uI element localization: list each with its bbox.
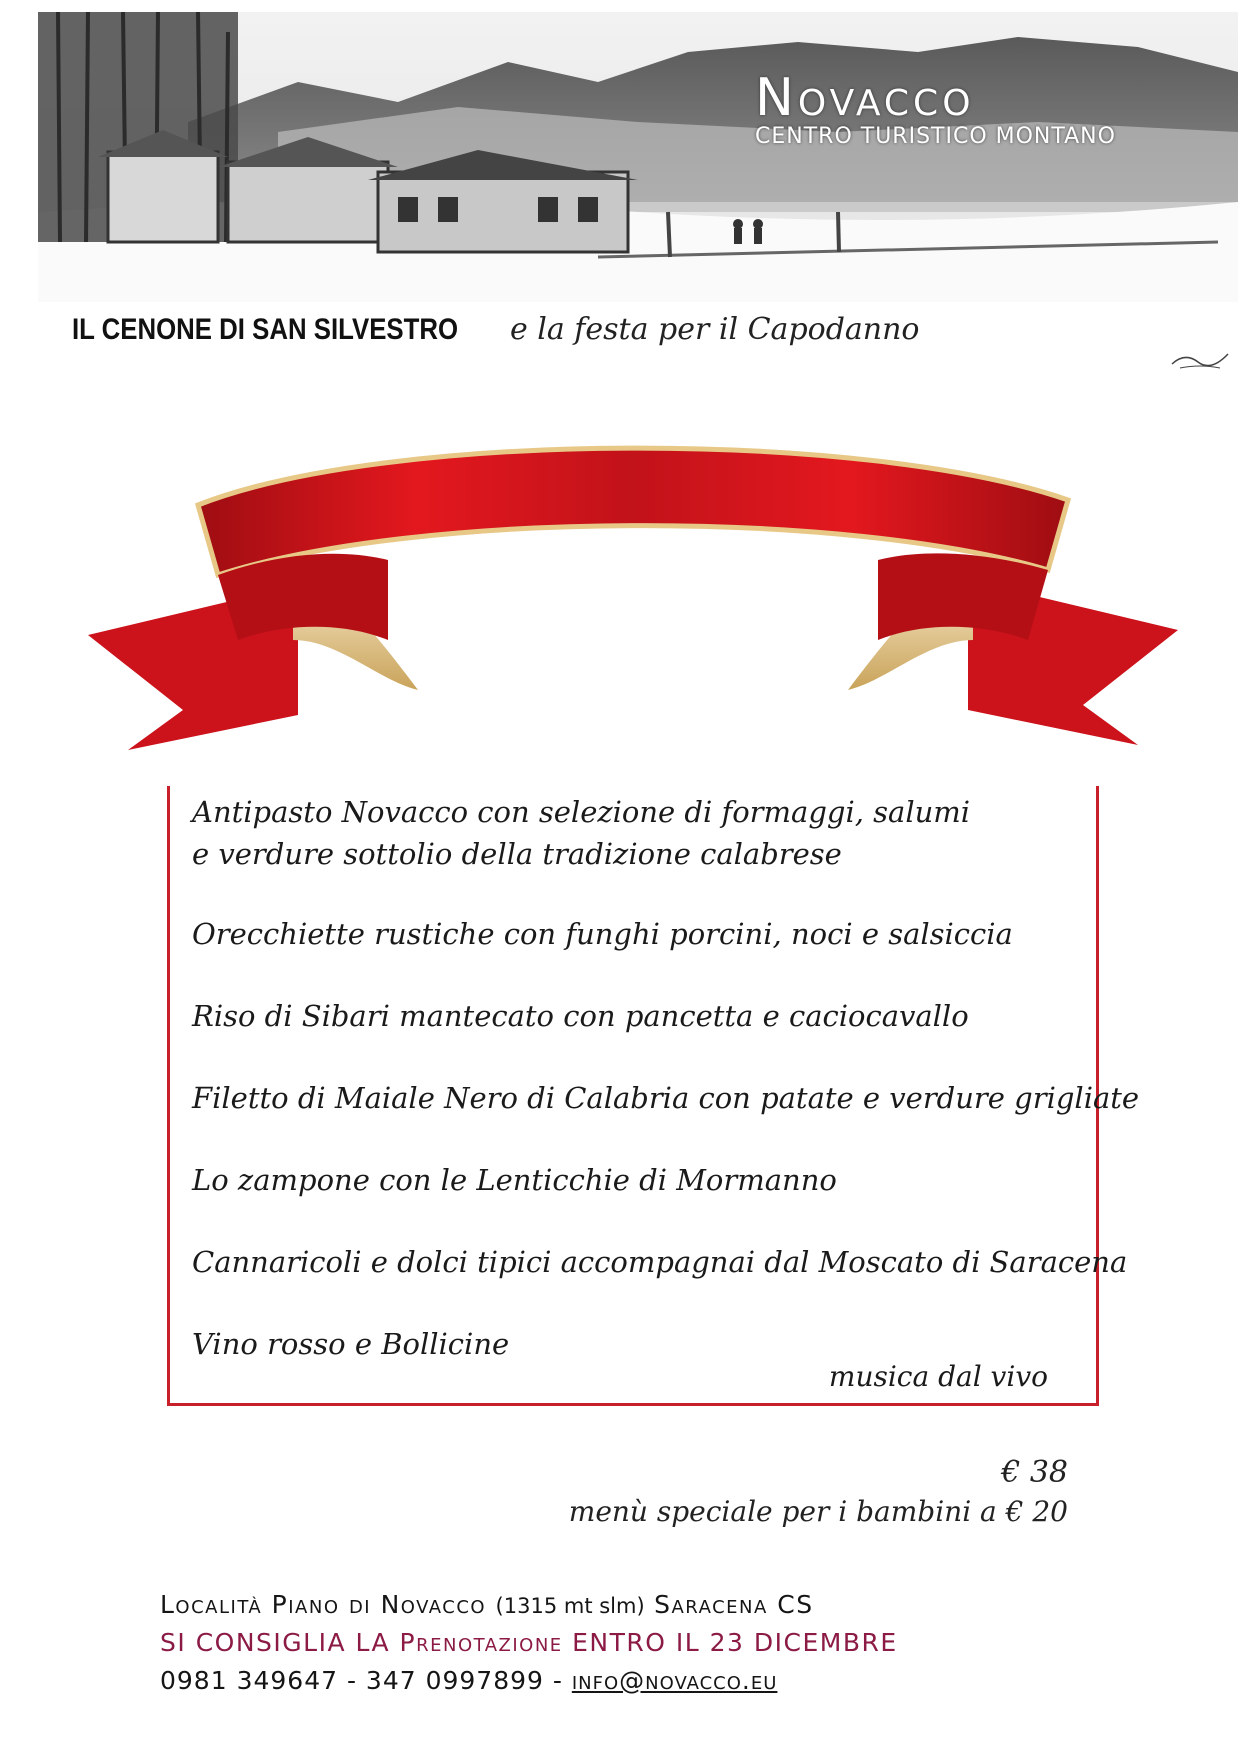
altitude: (1315 mt slm) xyxy=(495,1594,645,1618)
menu-item: Lo zampone con le Lenticchie di Mormanno xyxy=(192,1163,837,1197)
menu-item: Vino rosso e Bollicine xyxy=(192,1327,510,1361)
menu-item: Antipasto Novacco con selezione di formaggi, salumi xyxy=(192,795,971,829)
signature-mark xyxy=(1170,342,1230,372)
footer-contacts xyxy=(160,1666,777,1695)
booking-note: SI CONSIGLIA LA Prenotazione ENTRO IL 23 DICEMBRE xyxy=(160,1628,898,1657)
menu-item: e verdure sottolio della tradizione calabrese xyxy=(192,837,842,871)
menu-item: Cannaricoli e dolci tipici accompagnai dal Moscato di Saracena xyxy=(192,1245,1128,1279)
event-title: IL CENONE DI SAN SILVESTRO xyxy=(72,313,459,346)
brand-subtitle: CENTRO TURISTICO MONTANO xyxy=(755,124,1116,149)
email-link[interactable]: info@novacco.eu xyxy=(571,1666,778,1695)
footer-location xyxy=(160,1590,814,1619)
ribbon-banner xyxy=(88,410,1178,790)
event-subtitle: e la festa per il Capodanno xyxy=(510,312,920,347)
live-music-note: musica dal vivo xyxy=(828,1360,1048,1393)
price: € 38 xyxy=(1001,1455,1068,1490)
brand-name: Novacco xyxy=(755,68,975,128)
phone-numbers: 0981 349647 - 347 0997899 - xyxy=(160,1666,572,1695)
menu-item: Orecchiette rustiche con funghi porcini, noci e salsiccia xyxy=(192,917,1013,951)
kids-menu-price: menù speciale per i bambini a € 20 xyxy=(568,1495,1068,1528)
menu-item: Filetto di Maiale Nero di Calabria con patate e verdure grigliate xyxy=(192,1081,1140,1115)
menu-item: Riso di Sibari mantecato con pancetta e caciocavallo xyxy=(192,999,969,1033)
location-town: Saracena CS xyxy=(654,1590,814,1619)
location-name: Località Piano di Novacco xyxy=(160,1590,487,1619)
header-photo xyxy=(38,12,1238,302)
